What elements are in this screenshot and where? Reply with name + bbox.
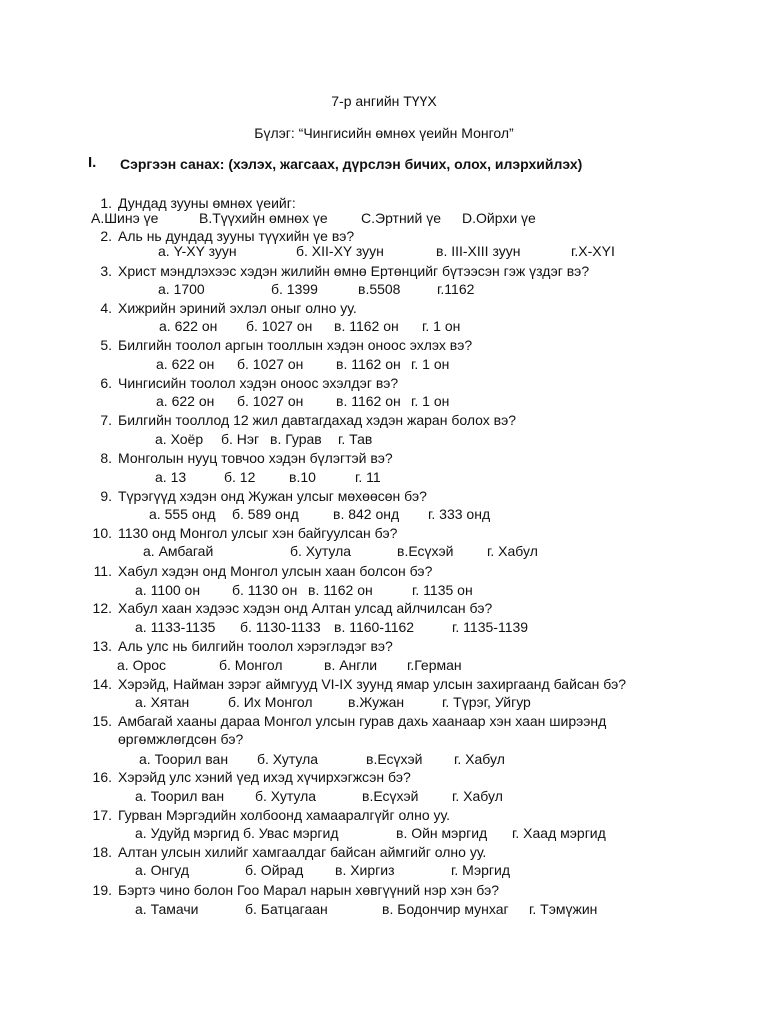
answer-option: в. 1162 он [336, 393, 401, 409]
answer-option: г. 333 онд [428, 506, 491, 522]
answer-option: б. XII-XY зуун [296, 243, 384, 259]
answer-option: г. Хабул [487, 543, 538, 559]
question-number: 7. [100, 412, 112, 428]
answer-option: б. 1130-1133 [240, 619, 321, 635]
answer-option: в. Англи [324, 657, 378, 673]
answer-option: а. 1700 [158, 281, 205, 297]
question-text: Монголын нууц товчоо хэдэн бүлэгтэй вэ? [118, 450, 393, 466]
document-title: 7-р ангийн ТҮҮХ [331, 93, 437, 109]
question-text-continued: өргөмжлөгдсөн бэ? [118, 731, 244, 747]
answer-option: А.Шинэ үе [91, 210, 159, 226]
answer-option: б. Их Монгол [228, 694, 313, 710]
answer-option: б. 12 [224, 469, 256, 485]
question-text: Хабул хаан хэдээс хэдэн онд Алтан улсад айлчилсан бэ? [118, 600, 493, 616]
answer-option: В.Түүхийн өмнөх үе [199, 210, 328, 226]
question-text: Алтан улсын хилийг хамгаалдаг байсан аймгийг олно уу. [118, 844, 487, 860]
answer-option: б. 1130 он [232, 582, 298, 598]
answer-option: а. 1133-1135 [135, 619, 216, 635]
answer-option: а. Онгуд [135, 862, 189, 878]
question-text: 1130 онд Монгол улсыг хэн байгуулсан бэ? [118, 525, 398, 541]
answer-option: а. Тамачи [135, 901, 199, 917]
question-number: 17. [92, 807, 112, 823]
answer-option: г. Түрэг, Уйгур [442, 694, 531, 710]
question-number: 16. [92, 769, 112, 785]
answer-option: в.Жужан [348, 694, 405, 710]
answer-option: г.Герман [407, 657, 462, 673]
answer-option: б. Нэг [221, 431, 260, 447]
answer-option: а. Хоёр [155, 431, 204, 447]
question-text: Аль улс нь билгийн тоолол хэрэглэдэг вэ? [118, 638, 393, 654]
answer-option: г. 1 он [411, 356, 450, 372]
answer-option: в. 842 онд [333, 506, 400, 522]
answer-option: а. Тоорил ван [139, 751, 229, 767]
question-text: Христ мэндлэхээс хэдэн жилийн өмнө Ертөнцийг бүтээсэн гэж үздэг вэ? [118, 263, 590, 279]
answer-option: а. Амбагай [143, 543, 214, 559]
chapter-heading: Бүлэг: “Чингисийн өмнөх үеийн Монгол” [254, 125, 514, 141]
question-text: Түрэгүүд хэдэн онд Жужан улсыг мөхөөсөн бэ? [118, 488, 427, 504]
question-number: 3. [100, 263, 112, 279]
question-number: 6. [100, 375, 112, 391]
answer-option: а. Хятан [135, 694, 190, 710]
answer-option: а. Орос [117, 657, 167, 673]
question-text: Гурван Мэргэдийн холбоонд хамааралгүйг олно уу. [118, 807, 450, 823]
answer-option: в. 1162 он [336, 356, 401, 372]
answer-option: б. 1027 он [246, 318, 313, 334]
section-heading: Сэргээн санах: (хэлэх, жагсаах, дүрслэн бичих, олох, илэрхийлэх) [120, 156, 583, 172]
answer-option: г. 1135-1139 [452, 619, 529, 635]
answer-option: г.X-XYI [571, 243, 615, 259]
question-text: Аль нь дундад зууны түүхийн үе вэ? [118, 228, 355, 244]
answer-option: а. 1100 он [135, 582, 201, 598]
answer-option: б. Хутула [255, 788, 317, 804]
question-text: Амбагай хааны дараа Монгол улсын гурав дахь хаанаар хэн хаан ширээнд [118, 713, 607, 729]
question-text: Бэртэ чино болон Гоо Марал нарын хөвгүүний нэр хэн бэ? [118, 882, 500, 898]
answer-option: а. 622 он [159, 318, 218, 334]
answer-option: г. Тэмүжин [529, 901, 598, 917]
answer-option: в. 1162 он [334, 318, 399, 334]
answer-option: г. 1 он [411, 393, 450, 409]
answer-option: б. Хутула [290, 543, 352, 559]
answer-option: г. 1 он [422, 318, 461, 334]
question-number: 5. [100, 337, 112, 353]
answer-option: С.Эртний үе [361, 210, 442, 226]
question-text: Хабул хэдэн онд Монгол улсын хаан болсон бэ? [118, 563, 433, 579]
answer-option: а. 13 [155, 469, 187, 485]
question-text: Хэрэйд улс хэний үед ихэд хүчирхэгжсэн бэ? [118, 769, 411, 785]
question-text: Хэрэйд, Найман зэрэг аймгууд VI-IX зуунд ямар улсын захиргаанд байсан бэ? [118, 676, 627, 692]
answer-option: а. Y-XY зуун [158, 243, 237, 259]
answer-option: в. 1162 он [308, 582, 373, 598]
answer-option: в.5508 [358, 281, 401, 297]
question-text: Билгийн тооллод 12 жил давтагдахад хэдэн жаран болох вэ? [118, 412, 517, 428]
question-number: 2. [100, 228, 112, 244]
answer-option: а. 622 он [156, 356, 215, 372]
answer-option: г. Хабул [452, 788, 503, 804]
question-number: 15. [92, 713, 112, 729]
answer-option: в. III-XIII зуун [436, 243, 521, 259]
question-number: 14. [92, 676, 112, 692]
question-number: 11. [93, 563, 112, 579]
question-number: 9. [100, 488, 112, 504]
answer-option: а. 555 онд [149, 506, 216, 522]
question-number: 13. [92, 638, 112, 654]
answer-option: г. Хабул [454, 751, 505, 767]
answer-option: D.Ойрхи үе [462, 210, 536, 226]
answer-option: а. 622 он [156, 393, 215, 409]
question-number: 19. [92, 882, 112, 898]
question-number: 4. [100, 300, 112, 316]
question-number: 12. [92, 600, 112, 616]
answer-option: б. 1027 он [237, 356, 304, 372]
answer-option: г. Тав [338, 431, 373, 447]
answer-option: в.Есүхэй [362, 788, 419, 804]
answer-option: в. Ойн мэргид [396, 825, 488, 841]
section-number: I. [88, 154, 97, 171]
answer-option: г. 11 [355, 469, 381, 485]
answer-option: в. Бодончир мунхаг [382, 901, 509, 917]
question-number: 18. [92, 844, 112, 860]
question-text: Хижрийн эриний эхлэл оныг олно уу. [118, 300, 357, 316]
answer-option: б. Увас мэргид [243, 825, 339, 841]
question-text: Дундад зууны өмнөх үеийг: [118, 195, 296, 211]
question-text: Чингисийн тоолол хэдэн оноос эхэлдэг вэ? [118, 375, 399, 391]
answer-option: б. 589 онд [232, 506, 299, 522]
answer-option: г. 1135 он [412, 582, 473, 598]
answer-option: а. Удуйд мэргид [135, 825, 240, 841]
answer-option: в. 1160-1162 [334, 619, 415, 635]
answer-option: в.Есүхэй [397, 543, 454, 559]
answer-option: б. Батцагаан [245, 901, 328, 917]
answer-option: в.Есүхэй [366, 751, 423, 767]
answer-option: г. Хаад мэргид [512, 825, 606, 841]
answer-option: в. Гурав [270, 431, 322, 447]
question-number: 8. [100, 450, 112, 466]
question-text: Билгийн тоолол аргын тооллын хэдэн оноос эхлэх вэ? [118, 337, 473, 353]
answer-option: б. Монгол [219, 657, 283, 673]
question-number: 1. [100, 195, 112, 211]
answer-option: а. Тоорил ван [135, 788, 225, 804]
answer-option: в. Хиргиз [335, 862, 395, 878]
answer-option: б. 1399 [271, 281, 318, 297]
question-number: 10. [92, 525, 112, 541]
answer-option: г.1162 [437, 281, 475, 297]
answer-option: б. 1027 он [237, 393, 304, 409]
answer-option: б. Хутула [257, 751, 319, 767]
answer-option: б. Ойрад [245, 862, 304, 878]
answer-option: в.10 [289, 469, 316, 485]
answer-option: г. Мэргид [451, 862, 511, 878]
